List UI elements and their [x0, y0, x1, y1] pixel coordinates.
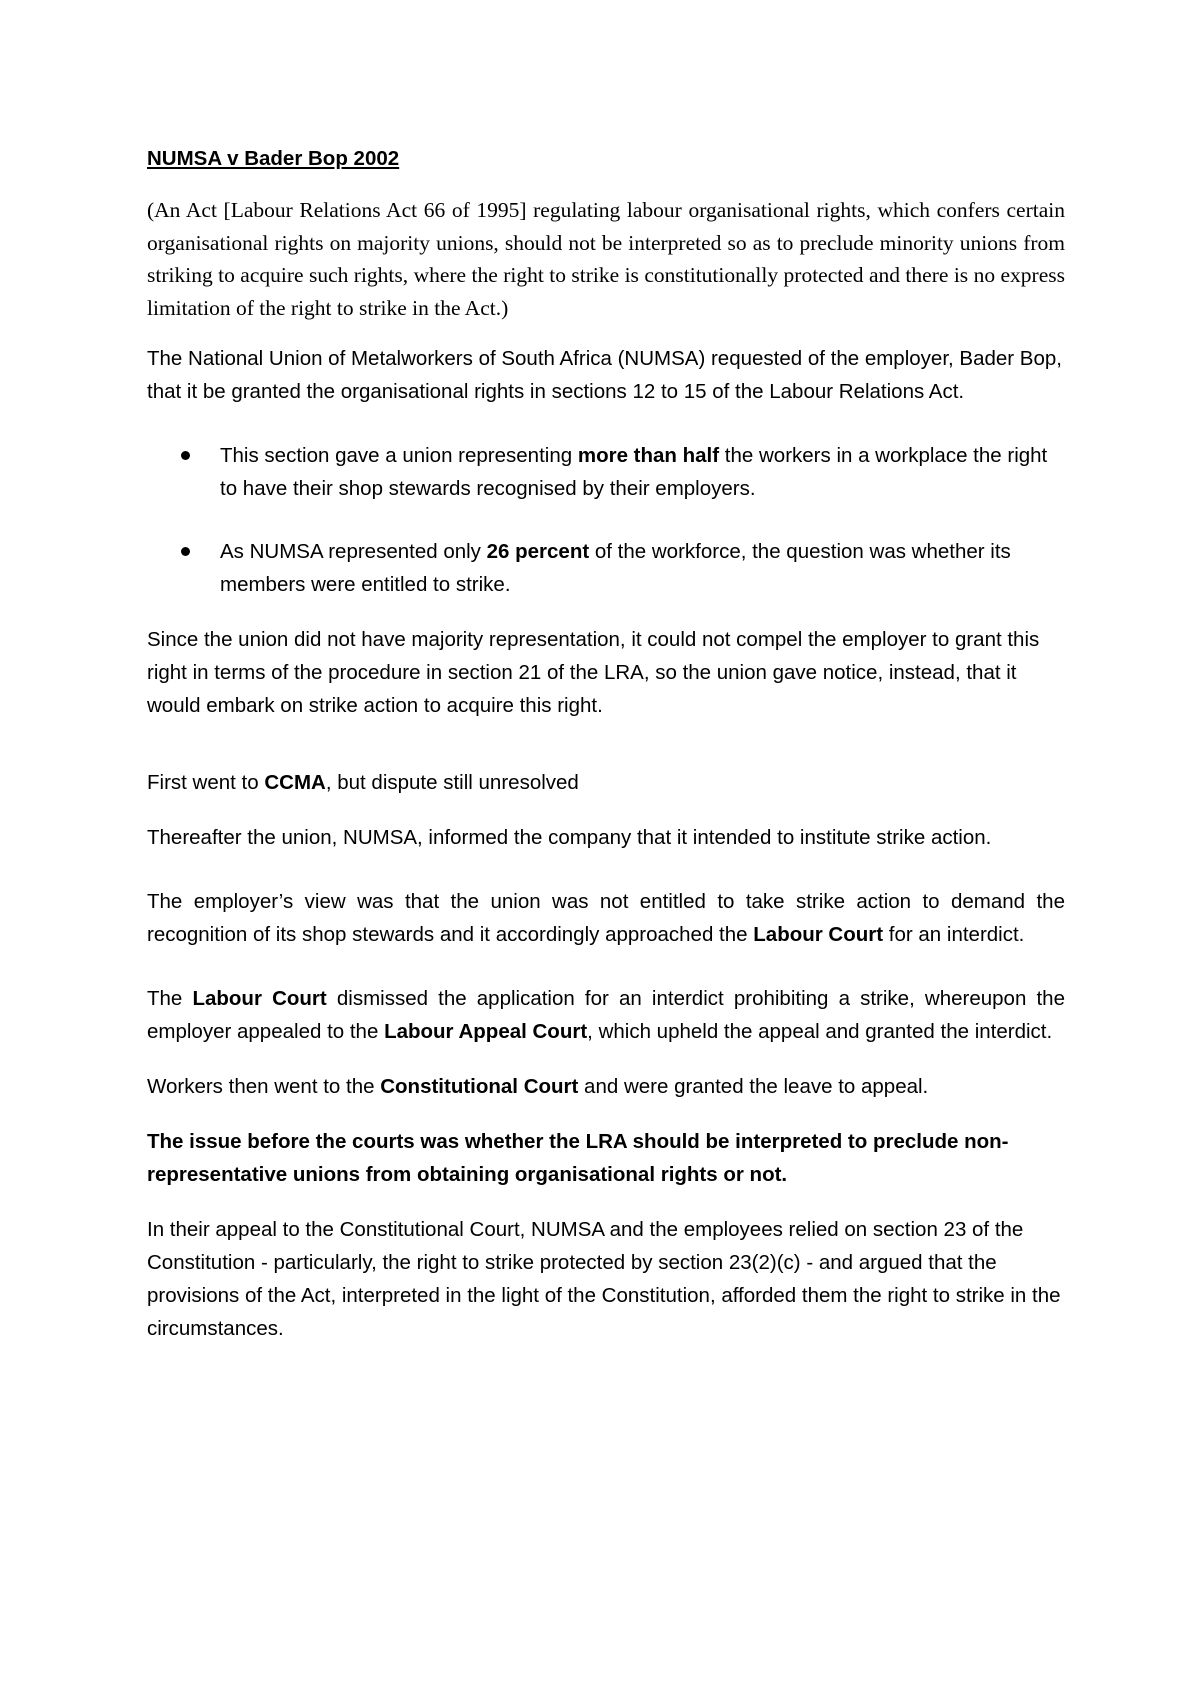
labour-court-text-3: , which upheld the appeal and granted the interdict. — [587, 1020, 1053, 1043]
labour-court-paragraph — [147, 982, 1065, 1048]
majority-paragraph: Since the union did not have majority representation, it could not compel the employer to grant this right in terms of the procedure in section 21 of the LRA, so the union gave notice, instead, that it would embark on strike action to acquire this right. — [147, 628, 1040, 717]
labour-court-bold-2: Labour Appeal Court — [384, 1020, 588, 1043]
employer-view-text-before: The employer’s view was that the union was not entitled to take strike action to demand the recognition of its shop stewards and it accordingly approached the — [147, 890, 1065, 946]
bullet-item-percentage — [147, 535, 1065, 601]
intro-paragraph: The National Union of Metalworkers of South Africa (NUMSA) requested of the employer, Bader Bop, that it be granted the organisational rights in sections 12 to 15 of the Labour Relations Act. — [147, 347, 1062, 403]
issue-paragraph: The issue before the courts was whether the LRA should be interpreted to preclude non-representative unions from obtaining organisational rights or not. — [147, 1130, 1009, 1186]
bullet-list — [147, 439, 1065, 601]
employer-view-text-bold: Labour Court — [753, 923, 884, 946]
employer-view-text-after: for an interdict. — [883, 923, 1025, 946]
employer-view-paragraph — [147, 885, 1065, 951]
bullet-text-bold: 26 percent — [486, 540, 590, 563]
ccma-paragraph — [147, 766, 1065, 799]
labour-court-text-2: dismissed the application for an interdict prohibiting a strike, whereupon the employer appealed to the — [147, 987, 1065, 1043]
workers-paragraph — [147, 1070, 1065, 1103]
bullet-icon — [181, 547, 190, 556]
ccma-text-bold: CCMA — [264, 771, 326, 794]
ccma-text-before: First went to — [147, 771, 265, 794]
workers-text-before: Workers then went to the — [147, 1075, 381, 1098]
bullet-text-bold: more than half — [577, 444, 720, 467]
labour-court-bold-1: Labour Court — [192, 987, 327, 1010]
ccma-text-after: , but dispute still unresolved — [325, 771, 579, 794]
workers-text-bold: Constitutional Court — [380, 1075, 579, 1098]
labour-court-text-1: The — [147, 987, 193, 1010]
document-page — [147, 142, 1065, 1345]
thereafter-paragraph: Thereafter the union, NUMSA, informed the company that it intended to institute strike action. — [147, 826, 992, 849]
workers-text-after: and were granted the leave to appeal. — [578, 1075, 929, 1098]
case-title: NUMSA v Bader Bop 2002 — [147, 147, 400, 170]
headnote-paragraph: (An Act [Labour Relations Act 66 of 1995] regulating labour organisational rights, which confers certain organisational rights on majority unions, should not be interpreted so as to preclude minority unions from striking to acquire such rights, where the right to strike is constitutionally protected and there is no express limitation of the right to strike in the Act.) — [147, 198, 1065, 320]
appeal-paragraph: In their appeal to the Constitutional Court, NUMSA and the employees relied on section 23 of the Constitution - particularly, the right to strike protected by section 23(2)(c) - and argued that the provisions of the Act, interpreted in the light of the Constitution, afforded them the right to strike in the circumstances. — [147, 1218, 1061, 1340]
bullet-text-after: of the workforce, the question was whether its members were entitled to strike. — [220, 540, 1011, 596]
bullet-icon — [181, 451, 190, 460]
bullet-text-before: As NUMSA represented only — [220, 540, 487, 563]
bullet-item-majority — [147, 439, 1065, 505]
bullet-text-after: the workers in a workplace the right to have their shop stewards recognised by their employers. — [220, 444, 1048, 500]
bullet-text-before: This section gave a union representing — [220, 444, 578, 467]
